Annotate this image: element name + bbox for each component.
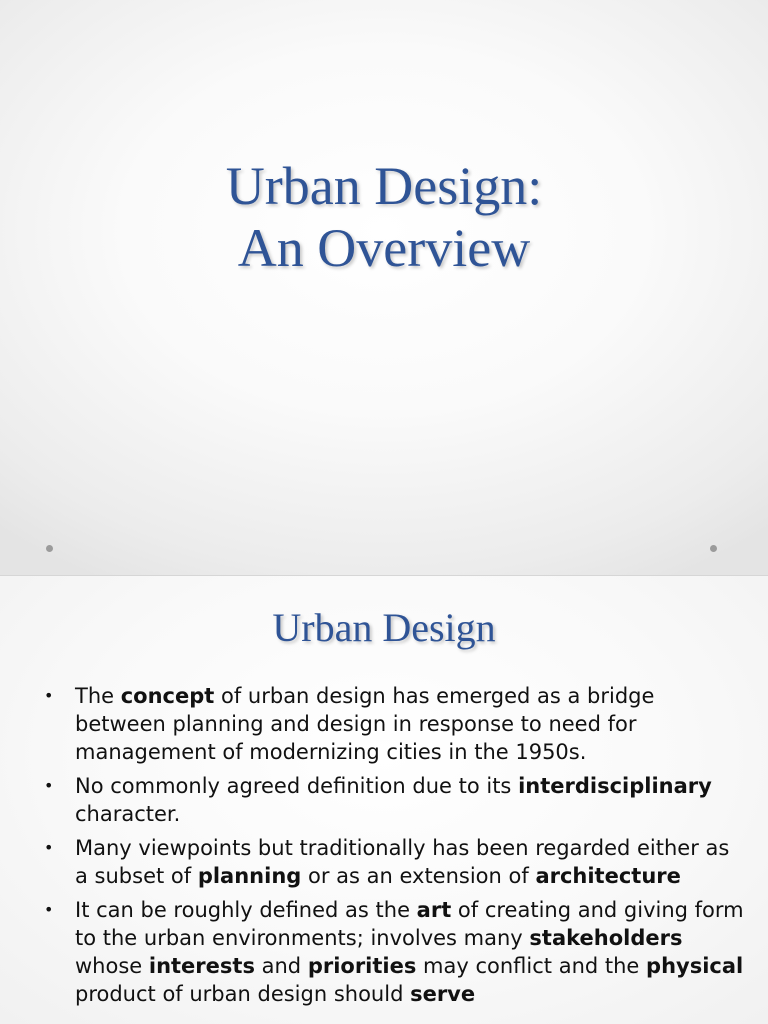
bullet-marker: • — [44, 686, 54, 705]
bullet-marker: • — [44, 900, 54, 919]
title-line-1: Urban Design: — [225, 156, 543, 216]
title-slide-heading — [0, 155, 768, 279]
bullet-keyword: physical — [646, 954, 744, 978]
bullet-text: of creating and giving form to the urban environments; involves many — [75, 898, 744, 950]
bullet-text: Many viewpoints but traditionally has been regarded either as a subset of — [75, 836, 730, 888]
bullet-text: and — [254, 954, 308, 978]
decorative-dot-right — [710, 545, 717, 552]
bullet-marker: • — [44, 838, 54, 857]
content-slide-heading: Urban Design — [272, 605, 496, 650]
bullet-text: whose — [75, 954, 149, 978]
bullet-text: product of urban design should — [75, 982, 411, 1006]
bullet-text: or as an extension of — [301, 864, 536, 888]
title-line-2: An Overview — [237, 218, 531, 278]
bullet-text: may conflict and the — [416, 954, 647, 978]
bullet-item — [44, 682, 744, 766]
bullet-marker: • — [44, 776, 54, 795]
bullet-item — [44, 834, 744, 890]
bullet-list — [44, 682, 744, 1014]
bullet-keyword: interdisciplinary — [518, 774, 712, 798]
bullet-text: of urban design has emerged as a bridge between planning and design in response to need for management of modernizing cities in the 1950s. — [75, 684, 655, 764]
bullet-text: character. — [75, 802, 181, 826]
bullet-text: It can be roughly defined as the — [75, 898, 417, 922]
bullet-keyword: interests — [148, 954, 255, 978]
bullet-keyword: art — [416, 898, 452, 922]
bullet-text: The — [75, 684, 121, 708]
bullet-keyword: architecture — [535, 864, 681, 888]
bullet-keyword: priorities — [307, 954, 417, 978]
bullet-item — [44, 772, 744, 828]
bullet-keyword: stakeholders — [529, 926, 683, 950]
bullet-keyword: concept — [120, 684, 215, 708]
bullet-keyword: planning — [197, 864, 302, 888]
bullet-text: No commonly agreed definition due to its — [75, 774, 519, 798]
content-slide — [0, 576, 768, 1024]
bullet-item — [44, 896, 744, 1008]
bullet-keyword: serve — [410, 982, 476, 1006]
decorative-dot-left — [46, 545, 53, 552]
